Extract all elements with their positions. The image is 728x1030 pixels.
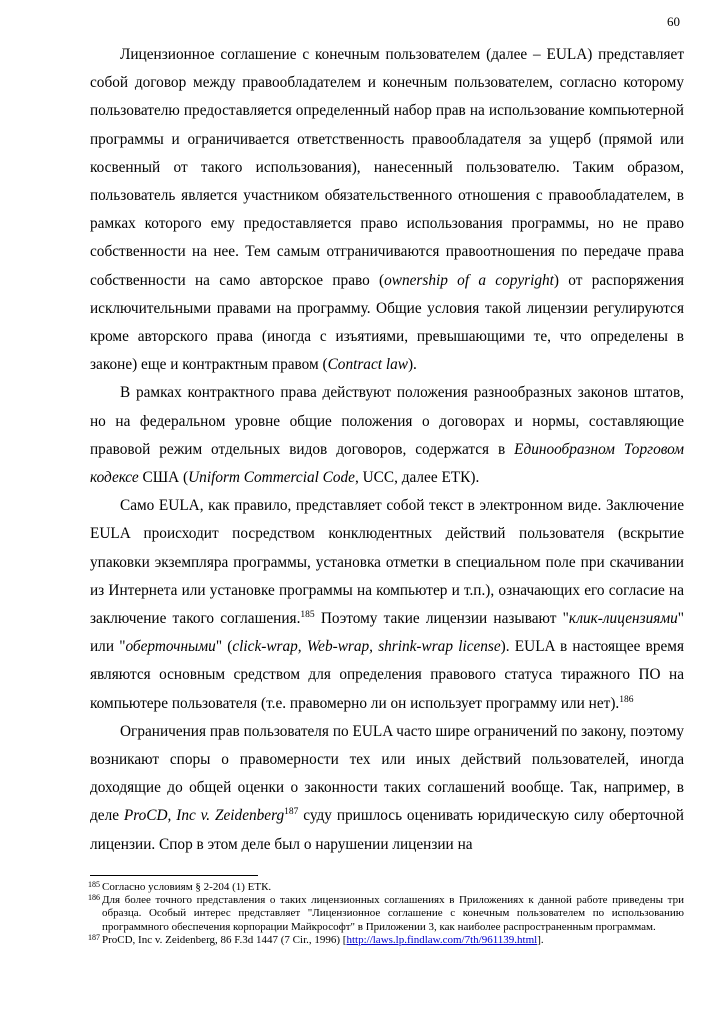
text-run: ). EULA в настоящее время являются основным средством для определения правового статуса тиражного ПО на компьютере пользователя (т.е. правомерно ли он использует программу или нет). — [90, 638, 684, 712]
italic-term: клик-лицензиями — [568, 610, 678, 628]
italic-term: Contract law — [327, 356, 408, 374]
text-run: США ( — [138, 469, 189, 487]
italic-term: ownership of a copyright — [384, 271, 554, 289]
footnote-link[interactable]: http://laws.lp.findlaw.com/7th/961139.html — [346, 933, 538, 946]
footnote-separator — [90, 875, 258, 876]
text-run: , UCC, далее ЕТК). — [354, 469, 480, 487]
footnote-text: Согласно условиям § 2-204 (1) ЕТК. — [102, 881, 272, 893]
text-run: Само EULA, как правило, представляет собой текст в электронном виде. Заключение EULA происходит посредством конклюдентных действий пользователя (вскрытие упаковки экземпляра программы, установка отметки в специальном поле при скачивании из Интернета или установке программы на компьютер и т.п.), означающих его согласие на заключение такого соглашения. — [90, 497, 684, 628]
footnote-text-end: ]. — [537, 933, 544, 946]
footnote-ref[interactable]: 186 — [619, 694, 634, 705]
text-run: ) от распоряжения исключительными правами на программу. Общие условия такой лицензии регулируются кроме авторского права (иногда с изъятиями, превышающими те, что определены в законе) еще и контрактным правом ( — [90, 271, 685, 374]
footnote-mark: 187 — [88, 932, 100, 942]
footnote-187 — [90, 934, 684, 947]
footnotes — [90, 881, 684, 947]
footnote-mark: 185 — [88, 880, 100, 889]
footnote-mark: 186 — [88, 893, 100, 903]
footnote-ref[interactable]: 187 — [284, 807, 299, 818]
text-run: Поэтому такие лицензии называют " — [314, 610, 569, 628]
text-run: ). — [407, 356, 417, 374]
italic-term: оберточными — [125, 638, 216, 656]
text-run: В рамках контрактного права действуют положения разнообразных законов штатов, но на федеральном уровне общие положения о договорах и нормы, составляющие правовой режим отдельных видов договоров, содержатся в — [90, 384, 684, 458]
italic-term: ProCD, Inc v. Zeidenberg — [123, 807, 285, 825]
italic-term: Единообразном Торговом кодексе — [90, 440, 684, 487]
text-run: " или " — [90, 610, 685, 656]
paragraph-restrictions — [90, 718, 684, 859]
text-run: Ограничения прав пользователя по EULA часто шире ограничений по закону, поэтому возникают споры о правомерности тех или иных действий пользователей, иногда доходящие до общей оценки о законности таких соглашений вообще. Так, например, в деле — [90, 722, 684, 825]
footnote-text: ProCD, Inc v. Zeidenberg, 86 F.3d 1447 (7 Cir., 1996) [ — [102, 933, 347, 946]
text-run: суду пришлось оценивать юридическую силу оберточной лицензии. Спор в этом деле был о нарушении лицензии на — [90, 807, 684, 853]
paragraph-contract-law — [90, 379, 684, 492]
text-run: Лицензионное соглашение с конечным пользователем (далее – EULA) представляет собой договор между правообладателем и конечным пользователем, согласно которому пользователю предоставляется определенный набор прав на использование компьютерной программы и ограничивается ответственность правообладателя за ущерб (прямой или косвенный от такого использования), нанесенный пользователю. Таким образом, пользователь является участником обязательственного отношения с правообладателем, в рамках которого ему предоставляется право использования программы, но не право собственности на нее. Тем самым отграничиваются правоотношения по передаче права собственности на само авторское право ( — [90, 46, 684, 289]
body-text — [90, 41, 684, 859]
paragraph-eula-definition — [90, 41, 684, 379]
page-number: 60 — [667, 14, 680, 29]
paragraph-eula-form — [90, 492, 684, 718]
italic-term: click-wrap, Web-wrap, shrink-wrap license — [232, 638, 501, 656]
text-run: " ( — [215, 638, 233, 656]
footnote-ref[interactable]: 185 — [300, 609, 315, 620]
footnote-185 — [90, 881, 684, 894]
footnote-text: Для более точного представления о таких лицензионных соглашениях в Приложениях к данной работе приведены три образца. Особый интерес представляет "Лицензионное соглашение с конечным пользователем по использованию программного обеспечения корпорации Майкрософт" в Приложении 3, как наиболее распространенным программам. — [102, 894, 684, 933]
footnote-186 — [90, 894, 684, 934]
italic-term: Uniform Commercial Code — [188, 469, 355, 487]
